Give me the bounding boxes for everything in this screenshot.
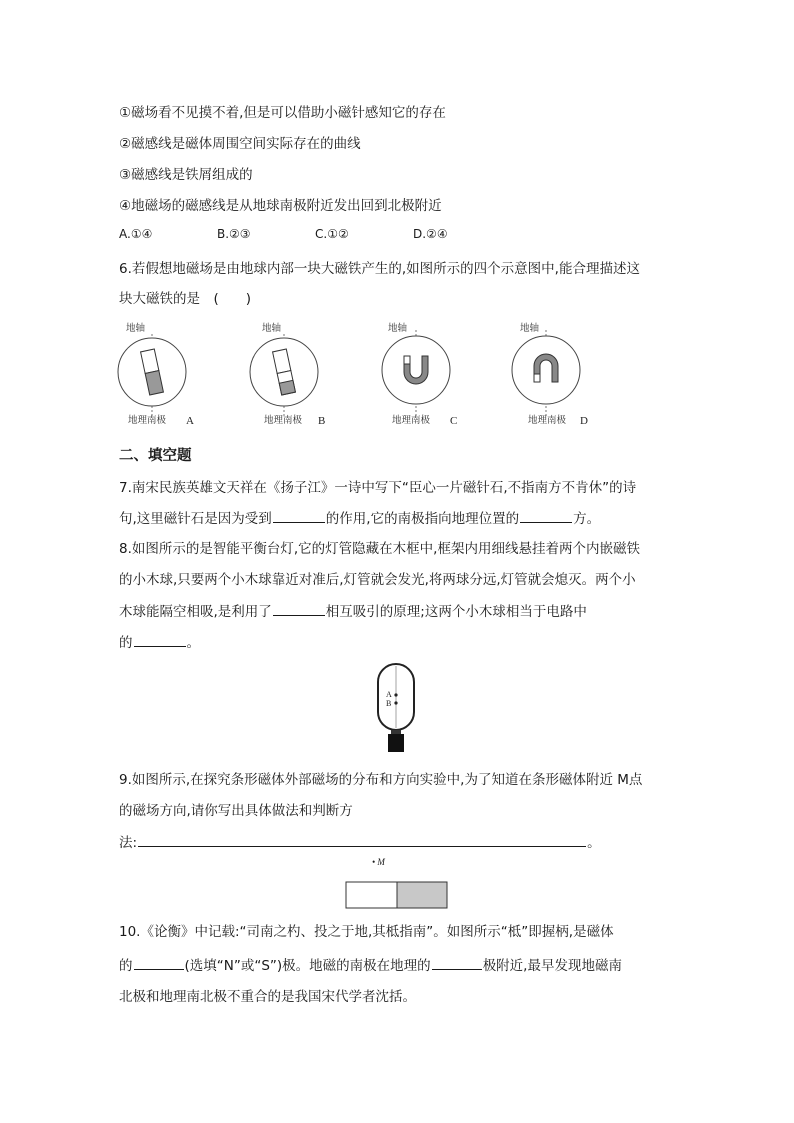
section-title-fill-in: 二、填空题	[119, 448, 192, 464]
q6-figure-a-letter: A	[186, 415, 194, 427]
q7-text-a: 句,这里磁针石是因为受到	[119, 511, 272, 527]
q7-stem-line2	[119, 508, 600, 529]
q6-figure-c-axis-label: 地轴	[388, 323, 408, 334]
q8-stem-line3	[119, 601, 587, 622]
statement-3: ③磁感线是铁屑组成的	[119, 167, 253, 183]
q8-text-b: 相互吸引的原理;这两个小木球相当于电路中	[325, 604, 587, 620]
q9-text-a: 法:	[119, 835, 138, 851]
q5-option-a[interactable]: A.①④	[119, 227, 153, 241]
q8-blank-1[interactable]	[273, 601, 325, 616]
statement-2: ②磁感线是磁体周围空间实际存在的曲线	[119, 136, 361, 152]
q6-figure-d-axis-label: 地轴	[520, 323, 540, 334]
q7-text-c: 方。	[573, 511, 601, 527]
q6-figure-b-letter: B	[318, 415, 326, 427]
q5-option-b[interactable]: B.②③	[217, 227, 251, 241]
q9-bar-magnet	[345, 880, 449, 910]
q8-ball-label-b: B	[386, 699, 392, 708]
q6-figure-d-letter: D	[580, 415, 588, 427]
q7-blank-2[interactable]	[520, 508, 572, 523]
q10-stem-line1: 10.《论衡》中记载:“司南之杓、投之于地,其柢指南”。如图所示“柢”即握柄,是磁体	[119, 924, 614, 940]
q9-stem-line3	[119, 832, 601, 853]
q6-figure-c-pole-label: 地理南极	[392, 415, 431, 426]
q6-figure-b-axis-label: 地轴	[262, 323, 282, 334]
q6-figure-d	[506, 320, 606, 432]
q6-figure-a-pole-label: 地理南极	[128, 415, 167, 426]
q8-stem-line1: 8.如图所示的是智能平衡台灯,它的灯管隐藏在木框中,框架内用细线悬挂着两个内嵌磁铁	[119, 541, 640, 557]
q6-figure-a	[112, 320, 212, 432]
q10-blank-1[interactable]	[134, 955, 184, 970]
q8-text-c: 的	[119, 635, 133, 651]
q8-blank-2[interactable]	[134, 632, 186, 647]
q5-option-d[interactable]: D.②④	[413, 227, 448, 241]
q7-text-b: 的作用,它的南极指向地理位置的	[325, 511, 520, 527]
q7-blank-1[interactable]	[273, 508, 325, 523]
q10-text-a: 的	[119, 958, 133, 974]
statement-4: ④地磁场的磁感线是从地球南极附近发出回到北极附近	[119, 198, 442, 214]
q6-figure-b	[244, 320, 344, 432]
q9-text-b: 。	[587, 835, 601, 851]
q9-point-m-label: • M	[372, 857, 385, 867]
q6-figure-c-letter: C	[450, 415, 458, 427]
q10-text-c: 极附近,最早发现地磁南	[482, 958, 622, 974]
q6-stem-line2: 块大磁铁的是 ( )	[119, 291, 252, 307]
q8-stem-line4	[119, 632, 200, 653]
statement-1: ①磁场看不见摸不着,但是可以借助小磁针感知它的存在	[119, 105, 446, 121]
q9-stem-line1: 9.如图所示,在探究条形磁体外部磁场的分布和方向实验中,为了知道在条形磁体附近 M点	[119, 772, 643, 788]
q6-figure-a-axis-label: 地轴	[126, 323, 146, 334]
q8-stem-line2: 的小木球,只要两个小木球靠近对准后,灯管就会发光,将两球分远,灯管就会熄灭。两个小	[119, 572, 636, 588]
q8-text-d: 。	[186, 635, 200, 651]
q10-stem-line3: 北极和地理南北极不重合的是我国宋代学者沈括。	[119, 989, 416, 1005]
q6-figure-b-pole-label: 地理南极	[264, 415, 303, 426]
q9-blank-method[interactable]	[138, 832, 586, 847]
q7-stem-line1: 7.南宋民族英雄文天祥在《扬子江》一诗中写下“臣心一片磁针石,不指南方不肯休”的诗	[119, 480, 637, 496]
q6-stem-line1: 6.若假想地磁场是由地球内部一块大磁铁产生的,如图所示的四个示意图中,能合理描述这	[119, 261, 640, 277]
q6-figure-d-pole-label: 地理南极	[528, 415, 567, 426]
q10-blank-2[interactable]	[432, 955, 482, 970]
q8-lamp-figure	[366, 660, 426, 756]
q6-figure-c	[376, 320, 476, 432]
q10-stem-line2	[119, 955, 622, 976]
q8-text-a: 木球能隔空相吸,是利用了	[119, 604, 272, 620]
q5-option-c[interactable]: C.①②	[315, 227, 349, 241]
q9-stem-line2: 的磁场方向,请你写出具体做法和判断方	[119, 803, 353, 819]
q10-text-b: (选填“N”或“S”)极。地磁的南极在地理的	[184, 958, 431, 974]
q8-ball-label-a: A	[386, 690, 392, 699]
